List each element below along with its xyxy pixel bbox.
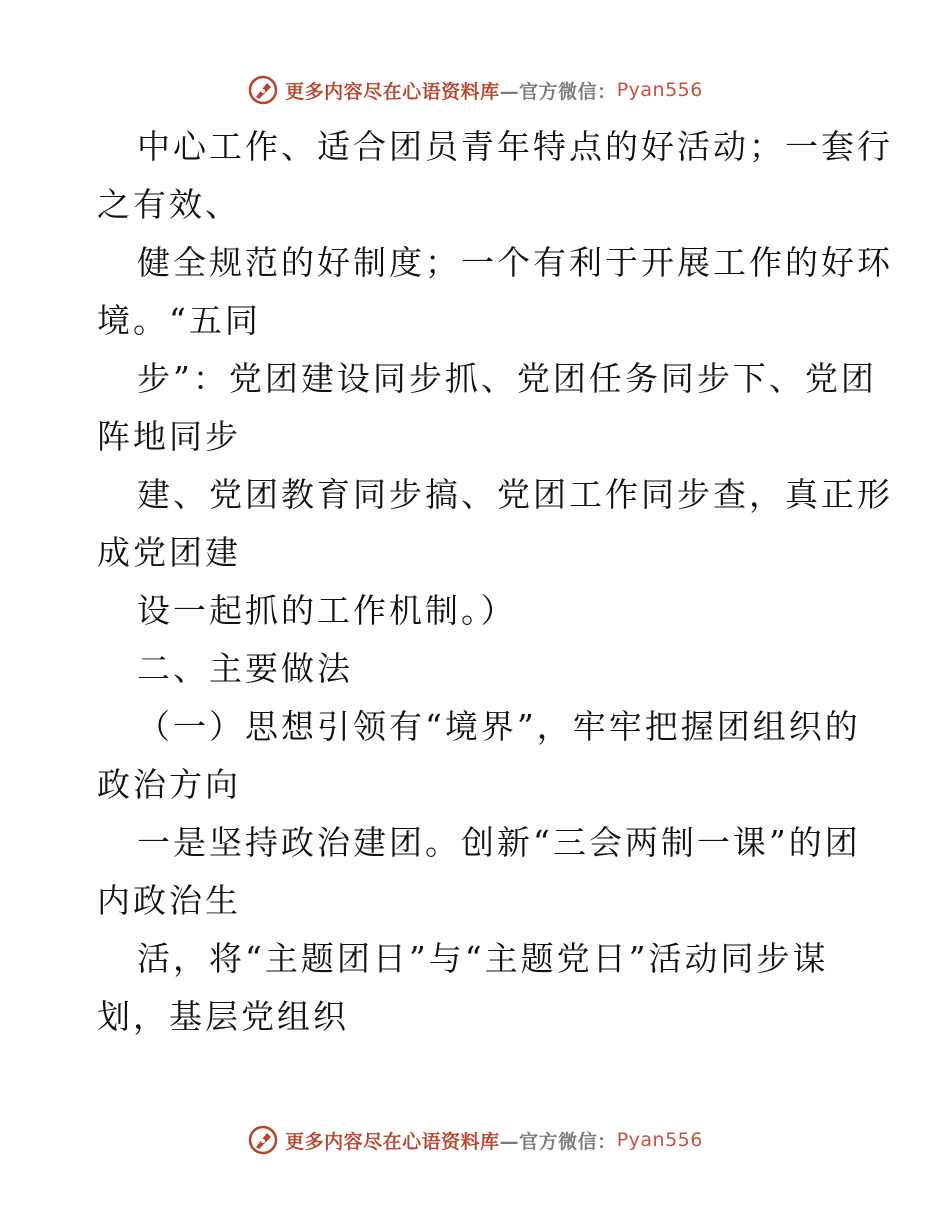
watermark-separator: —官方微信：	[499, 80, 617, 103]
body-line: 政治方向	[97, 765, 241, 804]
watermark-account: Pyan556	[616, 79, 703, 101]
body-line: 建、党团教育同步搞、党团工作同步查，真正形	[137, 475, 893, 514]
body-line: 健全规范的好制度；一个有利于开展工作的好环	[137, 243, 893, 282]
document-body	[97, 118, 893, 1046]
watermark-separator: —官方微信：	[499, 1130, 617, 1153]
watermark-prefix: 更多内容尽在心语资料库	[285, 80, 500, 103]
body-line: 设一起抓的工作机制。）	[137, 591, 517, 630]
body-line: 成党团建	[97, 533, 241, 572]
pen-nib-circle-icon	[247, 1124, 279, 1156]
pen-nib-circle-icon	[247, 74, 279, 106]
body-line: 活，将“主题团日”与“主题党日”活动同步谋	[137, 939, 829, 978]
body-line: 划，基层党组织	[97, 997, 349, 1036]
body-line: 内政治生	[97, 881, 241, 920]
body-line: 步”：党团建设同步抓、党团任务同步下、党团	[137, 359, 877, 398]
section-heading: 二、主要做法	[137, 649, 353, 688]
header-watermark	[0, 70, 950, 110]
body-line: 一是坚持政治建团。创新“三会两制一课”的团	[137, 823, 861, 862]
subsection-heading: （一）思想引领有“境界”，牢牢把握团组织的	[137, 707, 861, 746]
body-line: 阵地同步	[97, 417, 241, 456]
body-line: 境。“五同	[97, 301, 261, 340]
watermark-prefix: 更多内容尽在心语资料库	[285, 1130, 500, 1153]
body-line: 之有效、	[97, 185, 241, 224]
watermark-account: Pyan556	[616, 1129, 703, 1151]
footer-watermark	[0, 1120, 950, 1160]
body-line: 中心工作、适合团员青年特点的好活动；一套行	[137, 127, 893, 166]
